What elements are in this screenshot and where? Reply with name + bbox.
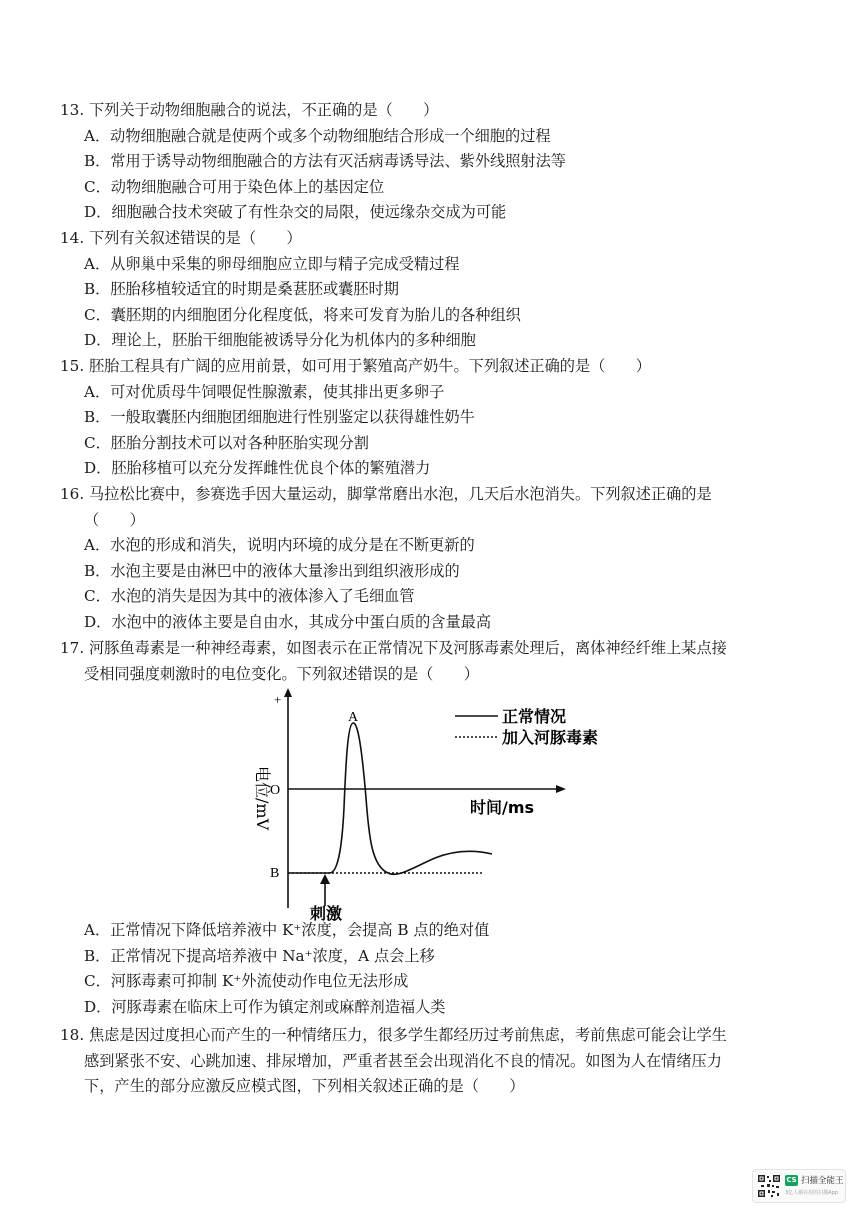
option-c: C．囊胚期的内细胞团分化程度低，将来可发育为胎儿的各种组织 [84,305,521,324]
option-a: A．正常情况下降低培养液中 K⁺浓度，会提高 B 点的绝对值 [84,921,490,939]
question-stem: 15. 胚胎工程具有广阔的应用前景，如可用于繁殖高产奶牛。下列叙述正确的是（ ） [60,357,651,375]
option-b: B．一般取囊胚内细胞团细胞进行性别鉴定以获得雄性奶牛 [84,408,475,426]
stimulus-arrow-icon [320,874,330,884]
question-stem-continued-2: 下，产生的部分应激反应模式图，下列相关叙述正确的是（ ） [84,1077,525,1095]
option-b: B．常用于诱导动物细胞融合的方法有灭活病毒诱导法、紫外线照射法等 [84,152,566,170]
x-axis-title: 时间/ms [470,798,535,817]
question-17-options [60,918,820,1020]
option-d: D．河豚毒素在临床上可作为镇定剂或麻醉剂造福人类 [84,997,446,1016]
option-d: D．胚胎移植可以充分发挥雌性优良个体的繁殖潜力 [84,459,431,477]
action-potential-graph [230,688,650,923]
action-potential-figure [230,688,650,923]
x-axis-arrow-icon [556,785,566,793]
question-14 [60,226,820,354]
normal-curve [288,723,492,874]
y-plus-label: + [274,692,282,707]
camscanner-badge [752,1169,846,1203]
option-a: A．动物细胞融合就是使两个或多个动物细胞结合形成一个细胞的过程 [84,126,551,145]
y-axis-title: 电位/mV [253,766,272,831]
option-d: D．细胞融合技术突破了有性杂交的局限，使远缘杂交成为可能 [84,203,507,221]
legend [455,707,598,747]
question-stem: 17. 河豚鱼毒素是一种神经毒素，如图表示在正常情况下及河豚毒素处理后，离体神经纤维上某点接 [60,639,727,657]
option-b: B．正常情况下提高培养液中 Na⁺浓度，A 点会上移 [84,946,435,965]
option-c: C．胚胎分割技术可以对各种胚胎实现分割 [84,433,369,452]
option-b: B．胚胎移植较适宜的时期是桑葚胚或囊胚时期 [84,280,399,298]
option-d: D．水泡中的液体主要是自由水，其成分中蛋白质的含量最高 [84,612,492,631]
qr-code-icon [757,1174,781,1198]
option-a: A．可对优质母牛饲喂促性腺激素，使其排出更多卵子 [84,382,445,401]
app-tagline: 3亿人都在用的扫描App [785,1190,838,1196]
app-name: 扫描全能王 [801,1176,844,1186]
option-b: B．水泡主要是由淋巴中的液体大量渗出到组织液形成的 [84,561,460,580]
question-16 [60,482,820,635]
question-stem-continued: 感到紧张不安、心跳加速、排尿增加，严重者甚至会出现消化不良的情况。如图为人在情绪压力 [84,1051,722,1070]
option-c: C．动物细胞融合可用于染色体上的基因定位 [84,177,385,196]
legend-item-tetrodotoxin: 加入河豚毒素 [502,728,599,747]
option-a: A．从卵巢中采集的卵母细胞应立即与精子完成受精过程 [84,254,460,273]
question-stem-continued: 受相同强度刺激时的电位变化。下列叙述错误的是（ ） [84,664,479,683]
option-c: C．河豚毒素可抑制 K⁺外流使动作电位无法形成 [84,972,409,990]
question-18 [60,1023,820,1100]
point-b-label: B [270,866,280,881]
point-a-label: A [348,710,359,725]
stimulus-label: 刺激 [310,904,343,923]
camscanner-logo-icon: CS [786,1176,797,1184]
y-axis-arrow-icon [284,688,292,697]
option-c: C．水泡的消失是因为其中的液体渗入了毛细血管 [84,587,415,605]
question-stem-continued: （ ） [84,510,145,529]
question-17 [60,636,820,687]
question-15 [60,354,820,482]
question-stem: 14. 下列有关叙述错误的是（ ） [60,229,302,247]
option-d: D．理论上，胚胎干细胞能被诱导分化为机体内的多种细胞 [84,331,476,349]
question-stem: 16. 马拉松比赛中，参赛选手因大量运动，脚掌常磨出水泡，几天后水泡消失。下列叙述正确的是 [60,485,712,503]
question-stem: 18. 焦虑是因过度担心而产生的一种情绪压力，很多学生都经历过考前焦虑，考前焦虑可能会让学生 [60,1026,727,1044]
question-stem: 13. 下列关于动物细胞融合的说法，不正确的是（ ） [60,101,439,119]
origin-label: O [270,783,281,798]
question-13 [60,98,820,226]
option-a: A．水泡的形成和消失，说明内环境的成分是在不断更新的 [84,536,475,554]
legend-item-normal: 正常情况 [502,707,567,726]
